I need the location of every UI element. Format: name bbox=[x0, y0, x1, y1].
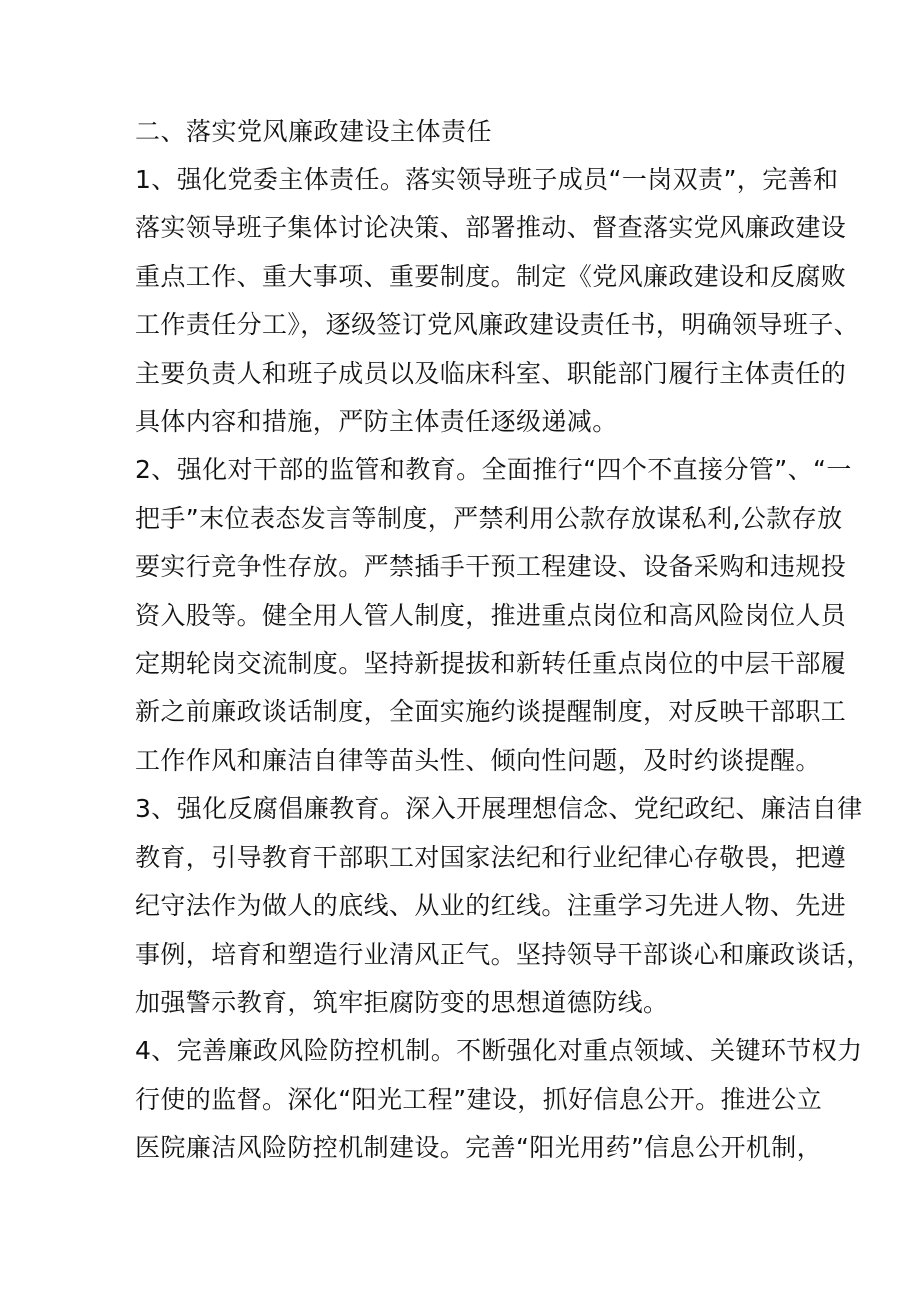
text-line: 具体内容和措施，严防主体责任逐级递减。 bbox=[135, 407, 618, 437]
section-heading: 二、落实党风廉政建设主体责任 bbox=[135, 117, 493, 146]
text-line: 纪守法作为做人的底线、从业的红线。注重学习先进人物、先进 bbox=[135, 891, 847, 921]
paragraph-1 bbox=[135, 156, 860, 446]
text-line: 工作责任分工》，逐级签订党风廉政建设责任书，明确领导班子、 bbox=[135, 310, 860, 340]
text-line: 定期轮岗交流制度。坚持新提拔和新转任重点岗位的中层干部履 bbox=[135, 649, 847, 679]
text-line: 把手”末位表态发言等制度，严禁利用公款存放谋私利,公款存放 bbox=[135, 503, 843, 533]
text-line: 要实行竞争性存放。严禁插手干预工程建设、设备采购和违规投 bbox=[135, 552, 847, 582]
text-line: 工作作风和廉洁自律等苗头性、倾向性问题，及时约谈提醒。 bbox=[135, 745, 821, 775]
text-line: 4、完善廉政风险防控机制。不断强化对重点领域、关键环节权力 bbox=[135, 1036, 863, 1066]
paragraph-4 bbox=[135, 1027, 863, 1172]
text-line: 1、强化党委主体责任。落实领导班子成员“一岗双责”，完善和 bbox=[135, 165, 839, 194]
text-line: 资入股等。健全用人管人制度，推进重点岗位和高风险岗位人员 bbox=[135, 600, 847, 630]
text-line: 行使的监督。深化“阳光工程”建设，抓好信息公开。推进公立 bbox=[135, 1084, 823, 1114]
text-line: 教育，引导教育干部职工对国家法纪和行业纪律心存敬畏，把遵 bbox=[135, 842, 847, 872]
text-line: 3、强化反腐倡廉教育。深入开展理想信念、党纪政纪、廉洁自律 bbox=[135, 794, 863, 824]
document-body bbox=[135, 108, 872, 1173]
text-line: 加强警示教育，筑牢拒腐防变的思想道德防线。 bbox=[135, 987, 669, 1017]
text-line: 2、强化对干部的监管和教育。全面推行“四个不直接分管”、“一 bbox=[135, 455, 852, 485]
paragraph-2 bbox=[135, 446, 852, 785]
paragraph-3 bbox=[135, 785, 872, 1027]
text-line: 新之前廉政谈话制度，全面实施约谈提醒制度，对反映干部职工 bbox=[135, 697, 847, 727]
text-line: 重点工作、重大事项、重要制度。制定《党风廉政建设和反腐败 bbox=[135, 261, 847, 291]
text-line: 医院廉洁风险防控机制建设。完善“阳光用药”信息公开机制， bbox=[135, 1133, 823, 1163]
text-line: 事例，培育和塑造行业清风正气。坚持领导干部谈心和廉政谈话， bbox=[135, 939, 872, 969]
text-line: 主要负责人和班子成员以及临床科室、职能部门履行主体责任的 bbox=[135, 358, 847, 388]
text-line: 落实领导班子集体讨论决策、部署推动、督查落实党风廉政建设 bbox=[135, 213, 847, 243]
